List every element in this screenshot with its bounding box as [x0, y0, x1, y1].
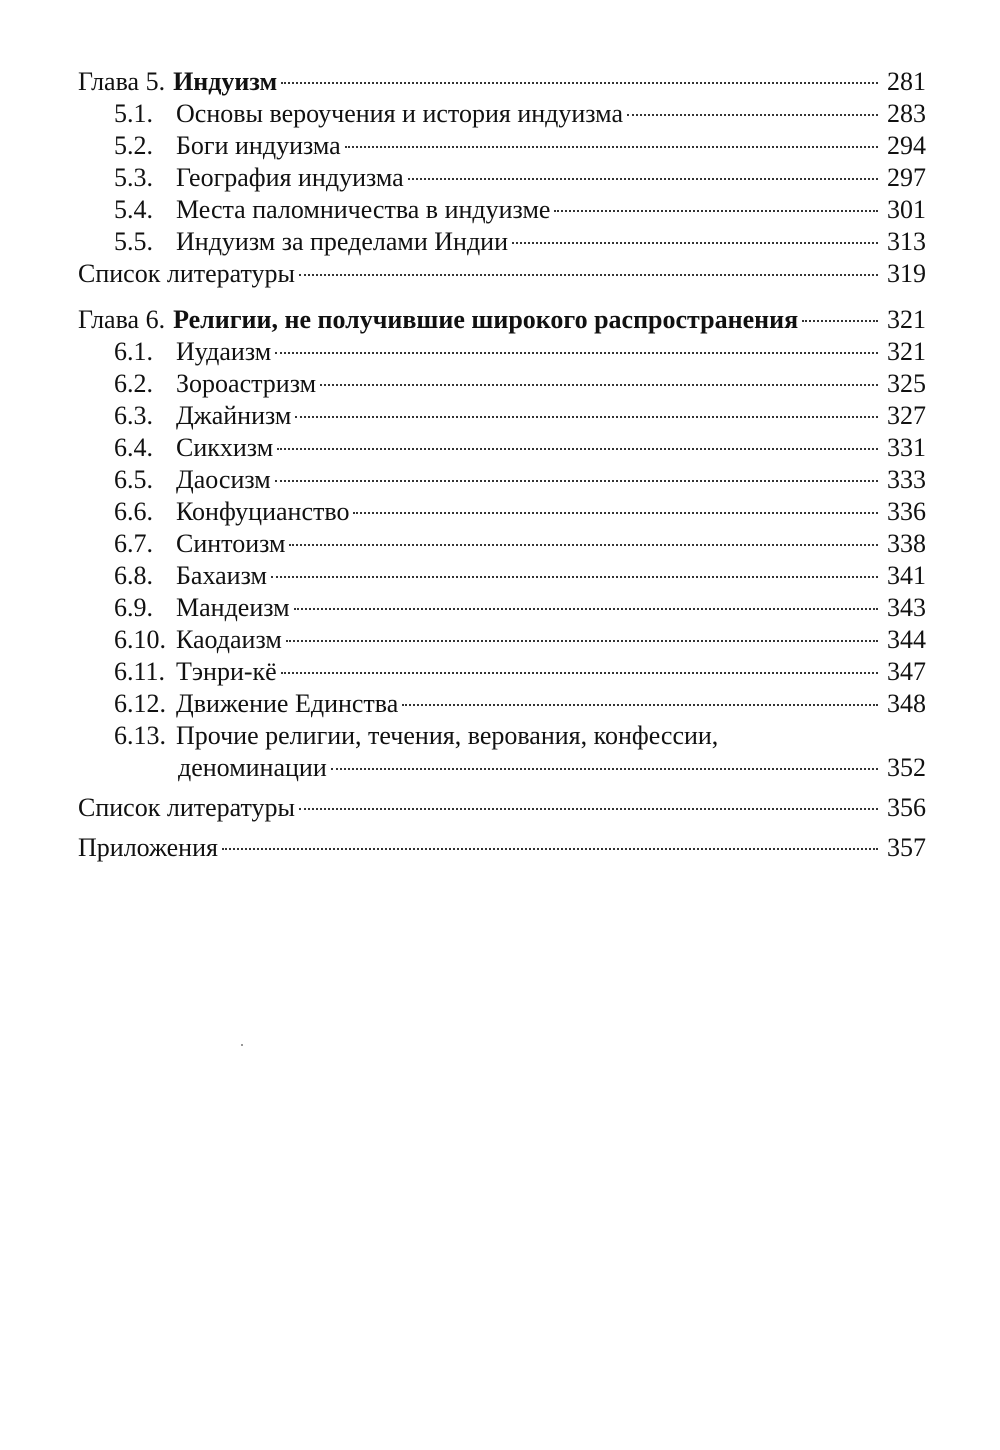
- section-number: 6.4.: [114, 433, 153, 462]
- section-title: Движение Единства: [176, 689, 399, 718]
- chapter-prefix: Глава 5.: [78, 67, 166, 96]
- section-number: 6.7.: [114, 529, 153, 558]
- dot-leader: [222, 848, 878, 850]
- dot-leader: [331, 768, 878, 770]
- page-number: 336: [887, 497, 926, 526]
- section-number: 5.2.: [114, 131, 153, 160]
- section-number: 6.6.: [114, 497, 153, 526]
- toc-chapter-5[interactable]: [78, 66, 926, 98]
- toc-section-6-10[interactable]: [78, 624, 926, 656]
- dot-leader: [281, 82, 878, 84]
- section-number: 6.1.: [114, 337, 153, 366]
- toc-section-6-2[interactable]: [78, 368, 926, 400]
- page-number: 356: [887, 793, 926, 822]
- section-number: 6.3.: [114, 401, 153, 430]
- dot-leader: [627, 114, 878, 116]
- dot-leader: [408, 178, 878, 180]
- section-title: Индуизм за пределами Индии: [176, 227, 509, 256]
- chapter-title: Религии, не получившие широкого распространения: [173, 305, 799, 334]
- section-title: Боги индуизма: [176, 131, 341, 160]
- page-number: 338: [887, 529, 926, 558]
- toc-section-5-3[interactable]: [78, 162, 926, 194]
- page-number: 281: [887, 67, 926, 96]
- section-number: 5.5.: [114, 227, 153, 256]
- section-title: Зороастризм: [176, 369, 317, 398]
- page-number: 347: [887, 657, 926, 686]
- toc-section-6-9[interactable]: [78, 592, 926, 624]
- dot-leader: [294, 608, 878, 610]
- toc-section-5-5[interactable]: [78, 226, 926, 258]
- dot-leader: [345, 146, 878, 148]
- appendix-title: Приложения: [78, 833, 218, 862]
- page-number: 321: [887, 337, 926, 366]
- section-title: Джайнизм: [176, 401, 292, 430]
- table-of-contents: [78, 66, 926, 864]
- page-number: 348: [887, 689, 926, 718]
- literature-title: Список литературы: [78, 793, 295, 822]
- page-number: 341: [887, 561, 926, 590]
- section-title: Бахаизм: [176, 561, 267, 590]
- page-number: 313: [887, 227, 926, 256]
- chapter-title: Индуизм: [173, 67, 278, 96]
- dot-leader: [289, 544, 878, 546]
- toc-section-6-7[interactable]: [78, 528, 926, 560]
- toc-section-6-13-continued[interactable]: [78, 752, 926, 784]
- dot-leader: [802, 320, 878, 322]
- section-number: 6.11.: [114, 657, 166, 686]
- toc-section-6-1[interactable]: [78, 336, 926, 368]
- toc-chapter-6[interactable]: [78, 304, 926, 336]
- page-number: 301: [887, 195, 926, 224]
- toc-literature-ch5[interactable]: [78, 258, 926, 290]
- page-number: 327: [887, 401, 926, 430]
- section-number: 5.4.: [114, 195, 153, 224]
- section-number: 6.12.: [114, 689, 166, 718]
- section-title: География индуизма: [176, 163, 404, 192]
- section-title: Тэнри-кё: [176, 657, 277, 686]
- section-title: Даосизм: [176, 465, 271, 494]
- section-number: 6.5.: [114, 465, 153, 494]
- toc-section-6-6[interactable]: [78, 496, 926, 528]
- dot-leader: [281, 672, 878, 674]
- toc-section-6-3[interactable]: [78, 400, 926, 432]
- dot-leader: [402, 704, 878, 706]
- toc-section-6-4[interactable]: [78, 432, 926, 464]
- page-number: 325: [887, 369, 926, 398]
- page-number: 333: [887, 465, 926, 494]
- section-number: 5.3.: [114, 163, 153, 192]
- toc-section-5-4[interactable]: [78, 194, 926, 226]
- dot-leader: [275, 352, 878, 354]
- section-title: Синтоизм: [176, 529, 286, 558]
- section-number: 6.8.: [114, 561, 153, 590]
- print-speck: [241, 1044, 243, 1046]
- section-title: Сикхизм: [176, 433, 274, 462]
- dot-leader: [286, 640, 878, 642]
- dot-leader: [275, 480, 878, 482]
- dot-leader: [277, 448, 878, 450]
- toc-section-6-8[interactable]: [78, 560, 926, 592]
- page-number: 344: [887, 625, 926, 654]
- toc-appendix[interactable]: [78, 832, 926, 864]
- dot-leader: [512, 242, 878, 244]
- dot-leader: [554, 210, 878, 212]
- page-number: 331: [887, 433, 926, 462]
- toc-literature-ch6[interactable]: [78, 792, 926, 824]
- page-number: 343: [887, 593, 926, 622]
- section-title: Прочие религии, течения, верования, конфессии,: [176, 721, 719, 750]
- dot-leader: [353, 512, 878, 514]
- section-number: 5.1.: [114, 99, 153, 128]
- section-title: Конфуцианство: [176, 497, 350, 526]
- literature-title: Список литературы: [78, 259, 295, 288]
- toc-section-6-11[interactable]: [78, 656, 926, 688]
- page-number: 352: [887, 753, 926, 782]
- section-title: Каодаизм: [176, 625, 282, 654]
- section-title: Иудаизм: [176, 337, 272, 366]
- section-number: 6.9.: [114, 593, 153, 622]
- dot-leader: [295, 416, 878, 418]
- section-title-continued: деноминации: [178, 753, 327, 782]
- toc-section-6-12[interactable]: [78, 688, 926, 720]
- dot-leader: [271, 576, 878, 578]
- chapter-prefix: Глава 6.: [78, 305, 166, 334]
- section-number: 6.10.: [114, 625, 166, 654]
- section-title: Мандеизм: [176, 593, 290, 622]
- toc-section-5-1[interactable]: [78, 98, 926, 130]
- page-number: 319: [887, 259, 926, 288]
- section-number: 6.2.: [114, 369, 153, 398]
- dot-leader: [299, 808, 878, 810]
- page-number: 297: [887, 163, 926, 192]
- section-title: Основы вероучения и история индуизма: [176, 99, 624, 128]
- section-title: Места паломничества в индуизме: [176, 195, 551, 224]
- section-number: 6.13.: [114, 721, 166, 750]
- toc-section-5-2[interactable]: [78, 130, 926, 162]
- dot-leader: [320, 384, 878, 386]
- dot-leader: [299, 274, 878, 276]
- toc-section-6-5[interactable]: [78, 464, 926, 496]
- page-number: 283: [887, 99, 926, 128]
- page-number: 357: [887, 833, 926, 862]
- page-number: 321: [887, 305, 926, 334]
- toc-section-6-13[interactable]: [78, 720, 926, 752]
- page-number: 294: [887, 131, 926, 160]
